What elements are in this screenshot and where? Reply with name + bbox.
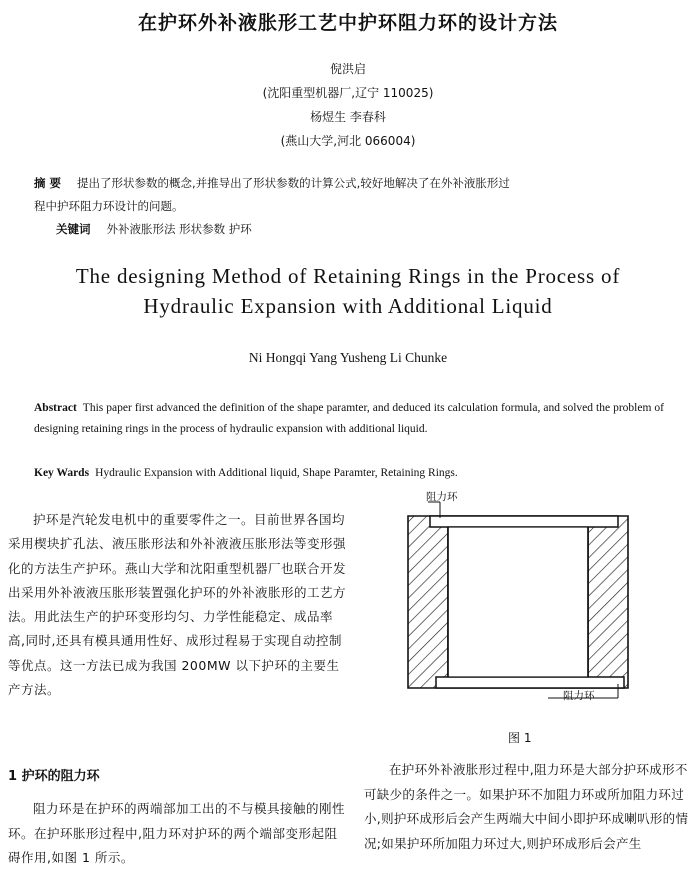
keywords-en-label: Key Wards [34,467,90,479]
intro-paragraph: 护环是汽轮发电机中的重要零件之一。目前世界各国均采用楔块扩孔法、液压胀形法和外补液液压胀形法等变形强化的方法生产护环。燕山大学和沈阳重型机器厂也联合开发出采用外补液液压胀形装置强化护环的外补液胀形的工艺方法。用此法生产的护环变形均匀、力学性能稳定、成品率高,同时,还具有模具通用性好、成形过程易于实现自动控制等优点。这一方法已成为我国 200MW 以下护环的主要生产方法。 [8,512,347,698]
intro-section [8,508,348,702]
author-1-affiliation: (沈阳重型机器厂,辽宁 110025) [262,86,434,100]
abstract-cn [34,172,674,241]
author-1-name: 倪洪启 [329,62,366,76]
keywords-en [34,463,664,484]
right-paragraph: 在护环外补液胀形过程中,阻力环是大部分护环成形不可缺少的条件之一。如果护环不加阻力环或所加阻力环过小,则护环成形后会产生两端大中间小即护环成喇叭形的情况;如果护环所加阻力环过大,则护环成形后会产生 [364,762,689,851]
ring-bore [448,527,588,677]
authors-en: Ni Hongqi Yang Yusheng Li Chunke [248,350,448,365]
paper-title-en-line1: The designing Method of Retaining Rings in the Process of [75,264,621,288]
figure-label-bottom: 阻力环 [563,690,595,702]
section-1-body [8,797,348,871]
retaining-ring-diagram [378,488,678,718]
retaining-ring-bottom [436,677,624,688]
paper-title-en-line2: Hydraulic Expansion with Additional Liquid [143,294,553,318]
retaining-ring-top [430,516,618,527]
keywords-cn [34,218,674,241]
figure-1-caption: 图 1 [508,731,532,745]
author-2-affiliation: (燕山大学,河北 066004) [280,134,416,148]
abstract-cn-text1: 提出了形状参数的概念,并推导出了形状参数的计算公式,较好地解决了在外补液胀形过 [77,176,510,190]
abstract-cn-label: 摘 要 [34,176,62,190]
keywords-cn-label: 关键词 [56,222,91,236]
abstract-en-text: This paper first advanced the definition of the shape paramter, and deduced its calculation formula, and solved the problem of designing retaining rings in the process of hydraulic expansion with additional liquid. [34,402,664,435]
section-1-heading: 1 护环的阻力环 [8,769,100,784]
keywords-cn-text: 外补液胀形法 形状参数 护环 [106,222,252,236]
right-column-text [364,758,692,856]
author-2-names: 杨煜生 李春科 [310,110,386,124]
abstract-en-label: Abstract [34,402,77,414]
section-1-paragraph: 阻力环是在护环的两端部加工出的不与模具接触的刚性环。在护环胀形过程中,阻力环对护环的两个端部变形起阻碍作用,如图 1 所示。 [8,801,346,865]
figure-1 [378,488,678,718]
keywords-en-text: Hydraulic Expansion with Additional liquid, Shape Paramter, Retaining Rings. [95,467,458,479]
paper-title-cn: 在护环外补液胀形工艺中护环阻力环的设计方法 [137,12,558,34]
abstract-cn-line1 [34,172,674,195]
abstract-en [34,398,664,440]
figure-label-top: 阻力环 [426,491,458,503]
abstract-cn-line2: 程中护环阻力环设计的问题。 [34,199,184,213]
